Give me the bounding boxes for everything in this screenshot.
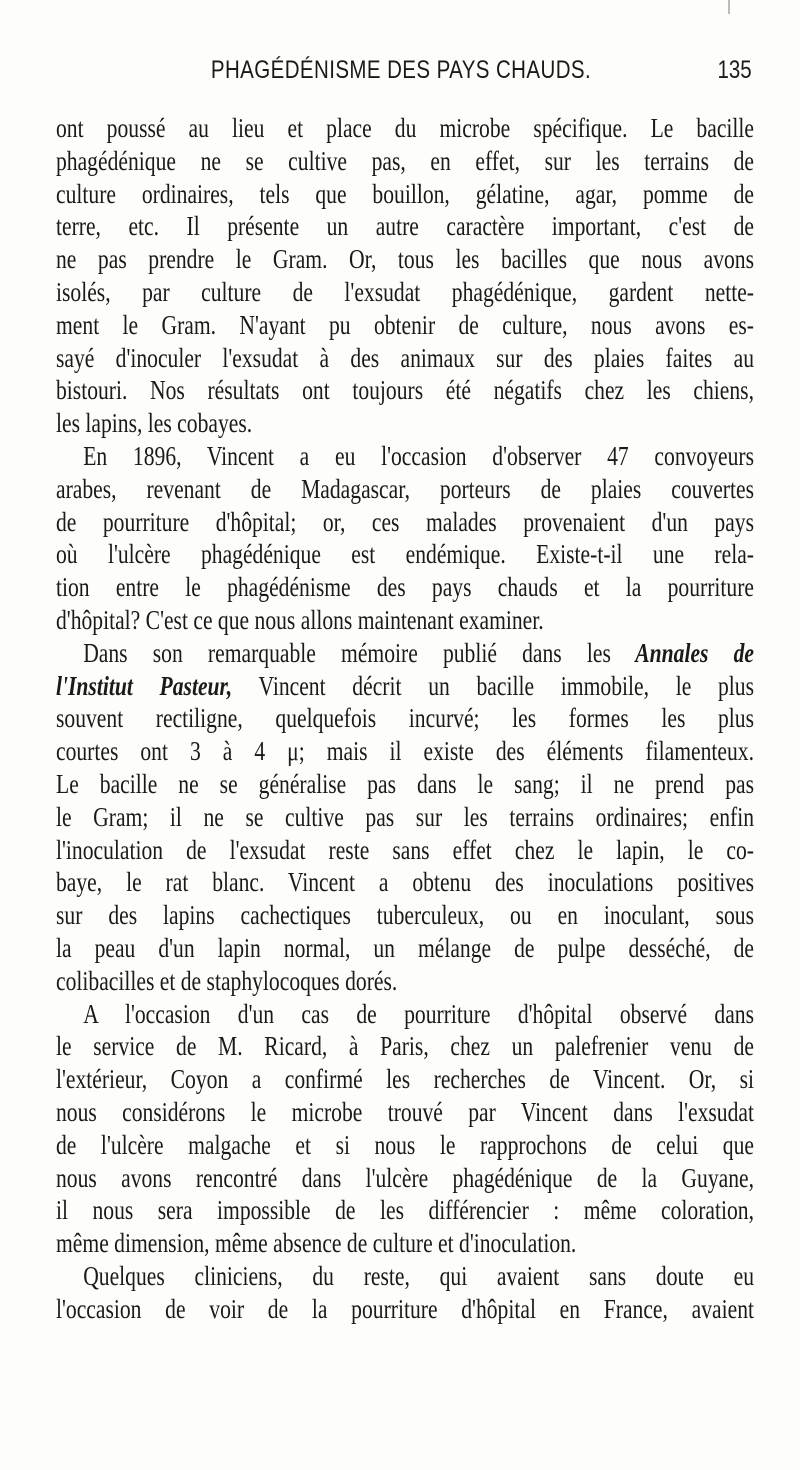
page-edge-mark — [728, 0, 730, 14]
line-text: l'extérieur, Coyon a confirmé les recherches de Vincent. Or, si — [56, 1064, 754, 1095]
line-text: culture ordinaires, tels que bouillon, gélatine, agar, pomme de — [56, 178, 754, 209]
text-line — [56, 1194, 754, 1227]
line-text: baye, le rat blanc. Vincent a obtenu des inoculations positives — [56, 867, 754, 898]
line-text: A l'occasion d'un cas de pourriture d'hôpital observé dans — [83, 998, 754, 1029]
line-text: le service de M. Ricard, à Paris, chez un palefrenier venu de — [56, 1031, 754, 1062]
text-line — [56, 145, 754, 178]
line-text: terre, etc. Il présente un autre caractère important, c'est de — [56, 211, 754, 242]
text-line — [56, 1096, 754, 1129]
text-line — [56, 374, 754, 407]
line-text: la peau d'un lapin normal, un mélange de pulpe desséché, de — [56, 932, 754, 963]
text-line — [56, 112, 754, 145]
line-text: même dimension, même absence de culture et d'inoculation. — [56, 1228, 577, 1259]
text-line — [56, 210, 754, 243]
line-text: sur des lapins cachectiques tuberculeux, ou en inoculant, sous — [56, 900, 754, 931]
line-text: Le bacille ne se généralise pas dans le sang; il ne prend pas — [56, 768, 754, 799]
text-line — [56, 801, 754, 834]
line-text: En 1896, Vincent a eu l'occasion d'observer 47 convoyeurs — [83, 440, 754, 471]
line-text: le Gram; il ne se cultive pas sur les terrains ordinaires; enfin — [56, 801, 754, 832]
text-line — [56, 702, 754, 735]
text-line — [56, 1162, 754, 1195]
text-line — [56, 866, 754, 899]
line-text: sayé d'inoculer l'exsudat à des animaux sur des plaies faites au — [56, 342, 754, 373]
line-text: Quelques cliniciens, du reste, qui avaient sans doute eu — [83, 1260, 754, 1291]
text-line — [56, 178, 754, 211]
page-number: 135 — [717, 56, 752, 84]
text-line — [56, 571, 754, 604]
body-text — [56, 112, 754, 1325]
line-text: bistouri. Nos résultats ont toujours été négatifs chez les chiens, — [56, 375, 754, 406]
text-line — [56, 965, 754, 998]
line-text: isolés, par culture de l'exsudat phagédénique, gardent nette- — [56, 276, 754, 307]
text-line — [56, 1293, 754, 1326]
line-text: ne pas prendre le Gram. Or, tous les bacilles que nous avons — [56, 244, 754, 275]
text-line — [56, 834, 754, 867]
text-line — [56, 1227, 754, 1260]
line-text: tion entre le phagédénisme des pays chauds et la pourriture — [56, 572, 754, 603]
line-text: phagédénique ne se cultive pas, en effet, sur les terrains de — [56, 145, 754, 176]
text-line — [56, 604, 754, 637]
text-line — [56, 276, 754, 309]
text-line — [56, 407, 754, 440]
text-line — [56, 342, 754, 375]
text-line — [56, 1030, 754, 1063]
line-text: d'hôpital? C'est ce que nous allons maintenant examiner. — [56, 604, 544, 635]
text-line — [56, 1063, 754, 1096]
page-header — [50, 56, 752, 96]
line-text: nous considérons le microbe trouvé par Vincent dans l'exsudat — [56, 1096, 754, 1127]
text-line — [56, 309, 754, 342]
text-line — [56, 735, 754, 768]
journal-title-italic: l'Institut Pasteur, — [56, 670, 233, 701]
line-text: l'occasion de voir de la pourriture d'hôpital en France, avaient — [56, 1293, 754, 1324]
line-text: l'inoculation de l'exsudat reste sans effet chez le lapin, le co- — [56, 834, 754, 865]
line-text: ment le Gram. N'ayant pu obtenir de culture, nous avons es- — [56, 309, 754, 340]
text-line — [56, 538, 754, 571]
line-text: les lapins, les cobayes. — [56, 408, 253, 439]
line-text: souvent rectiligne, quelquefois incurvé; les formes les plus — [56, 703, 754, 734]
text-line — [56, 998, 754, 1031]
text-line — [56, 1129, 754, 1162]
text-line — [56, 932, 754, 965]
text-line — [56, 506, 754, 539]
text-line — [56, 1260, 754, 1293]
line-text: ont poussé au lieu et place du microbe spécifique. Le bacille — [56, 113, 754, 143]
line-text: Vincent décrit un bacille immobile, le plus — [232, 670, 755, 701]
line-text: où l'ulcère phagédénique est endémique. Existe-t-il une rela- — [56, 539, 754, 570]
line-text: arabes, revenant de Madagascar, porteurs de plaies couvertes — [56, 473, 754, 504]
line-text: il nous sera impossible de les différencier : même coloration, — [56, 1195, 754, 1226]
text-line — [56, 243, 754, 276]
text-line — [56, 768, 754, 801]
running-head: PHAGÉDÉNISME DES PAYS CHAUDS. — [210, 56, 592, 84]
text-line — [56, 670, 754, 703]
line-text: courtes ont 3 à 4 μ; mais il existe des éléments filamenteux. — [56, 736, 754, 767]
text-line — [56, 899, 754, 932]
line-text: de l'ulcère malgache et si nous le rapprochons de celui que — [56, 1129, 754, 1160]
text-line — [56, 440, 754, 473]
text-line — [56, 473, 754, 506]
line-text: nous avons rencontré dans l'ulcère phagédénique de la Guyane, — [56, 1162, 754, 1193]
text-line — [56, 637, 754, 670]
line-text: de pourriture d'hôpital; or, ces malades provenaient d'un pays — [56, 506, 754, 537]
line-text: colibacilles et de staphylocoques dorés. — [56, 965, 398, 996]
journal-title-italic: Annales de — [610, 637, 754, 668]
line-text: Dans son remarquable mémoire publié dans les — [83, 637, 611, 668]
